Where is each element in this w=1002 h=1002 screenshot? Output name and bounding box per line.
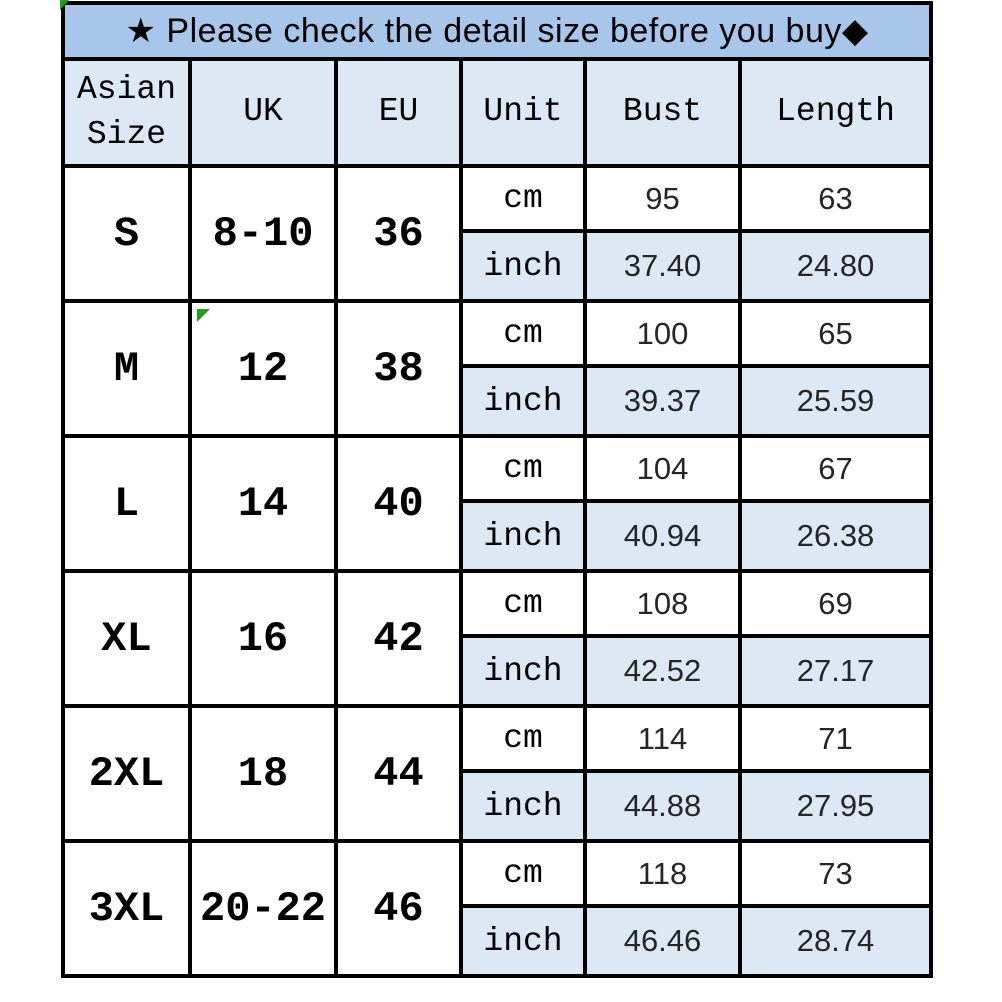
size-cell: S <box>63 166 190 301</box>
size-cell: XL <box>63 571 190 706</box>
eu-cell: 36 <box>336 166 461 301</box>
table-row-s-cm <box>63 166 931 231</box>
table-row-2xl-cm <box>63 706 931 771</box>
unit-inch-label: inch <box>461 231 585 301</box>
size-chart-page <box>61 1 933 978</box>
length-inch-value: 28.74 <box>740 906 931 976</box>
bust-inch-value: 40.94 <box>585 501 740 571</box>
length-cm-value: 65 <box>740 301 931 366</box>
table-row-xl-cm <box>63 571 931 636</box>
uk-cell: 8-10 <box>190 166 336 301</box>
unit-inch-label: inch <box>461 366 585 436</box>
uk-cell: 14 <box>190 436 336 571</box>
eu-cell: 44 <box>336 706 461 841</box>
length-cm-value: 73 <box>740 841 931 906</box>
unit-cm-label: cm <box>461 301 585 366</box>
uk-cell: 20-22 <box>190 841 336 976</box>
unit-cm-label: cm <box>461 841 585 906</box>
col-header-uk: UK <box>190 59 336 166</box>
bust-cm-value: 100 <box>585 301 740 366</box>
size-cell: L <box>63 436 190 571</box>
unit-inch-label: inch <box>461 906 585 976</box>
unit-inch-label: inch <box>461 771 585 841</box>
unit-cm-label: cm <box>461 571 585 636</box>
length-inch-value: 27.17 <box>740 636 931 706</box>
bust-cm-value: 104 <box>585 436 740 501</box>
length-cm-value: 69 <box>740 571 931 636</box>
bust-cm-value: 118 <box>585 841 740 906</box>
col-header-bust: Bust <box>585 59 740 166</box>
length-inch-value: 25.59 <box>740 366 931 436</box>
length-inch-value: 26.38 <box>740 501 931 571</box>
length-inch-value: 24.80 <box>740 231 931 301</box>
col-header-unit: Unit <box>461 59 585 166</box>
unit-cm-label: cm <box>461 166 585 231</box>
length-cm-value: 71 <box>740 706 931 771</box>
banner-row <box>63 3 931 59</box>
size-chart-table <box>61 1 933 978</box>
col-header-eu: EU <box>336 59 461 166</box>
banner-title: ★ Please check the detail size before you buy◆ <box>63 3 931 59</box>
size-cell: 3XL <box>63 841 190 976</box>
eu-cell: 38 <box>336 301 461 436</box>
uk-cell: 16 <box>190 571 336 706</box>
table-row-m-cm <box>63 301 931 366</box>
length-cm-value: 67 <box>740 436 931 501</box>
table-row-3xl-cm <box>63 841 931 906</box>
bust-inch-value: 46.46 <box>585 906 740 976</box>
bust-inch-value: 37.40 <box>585 231 740 301</box>
unit-cm-label: cm <box>461 706 585 771</box>
col-header-length: Length <box>740 59 931 166</box>
bust-inch-value: 42.52 <box>585 636 740 706</box>
bust-cm-value: 108 <box>585 571 740 636</box>
unit-inch-label: inch <box>461 501 585 571</box>
col-header-asian-size: Asian Size <box>63 59 190 166</box>
uk-cell: 12 <box>190 301 336 436</box>
bust-cm-value: 95 <box>585 166 740 231</box>
unit-cm-label: cm <box>461 436 585 501</box>
header-row <box>63 59 931 166</box>
bust-inch-value: 39.37 <box>585 366 740 436</box>
length-cm-value: 63 <box>740 166 931 231</box>
eu-cell: 42 <box>336 571 461 706</box>
bust-cm-value: 114 <box>585 706 740 771</box>
length-inch-value: 27.95 <box>740 771 931 841</box>
unit-inch-label: inch <box>461 636 585 706</box>
eu-cell: 46 <box>336 841 461 976</box>
uk-cell: 18 <box>190 706 336 841</box>
bust-inch-value: 44.88 <box>585 771 740 841</box>
size-cell: 2XL <box>63 706 190 841</box>
table-row-l-cm <box>63 436 931 501</box>
eu-cell: 40 <box>336 436 461 571</box>
size-cell: M <box>63 301 190 436</box>
